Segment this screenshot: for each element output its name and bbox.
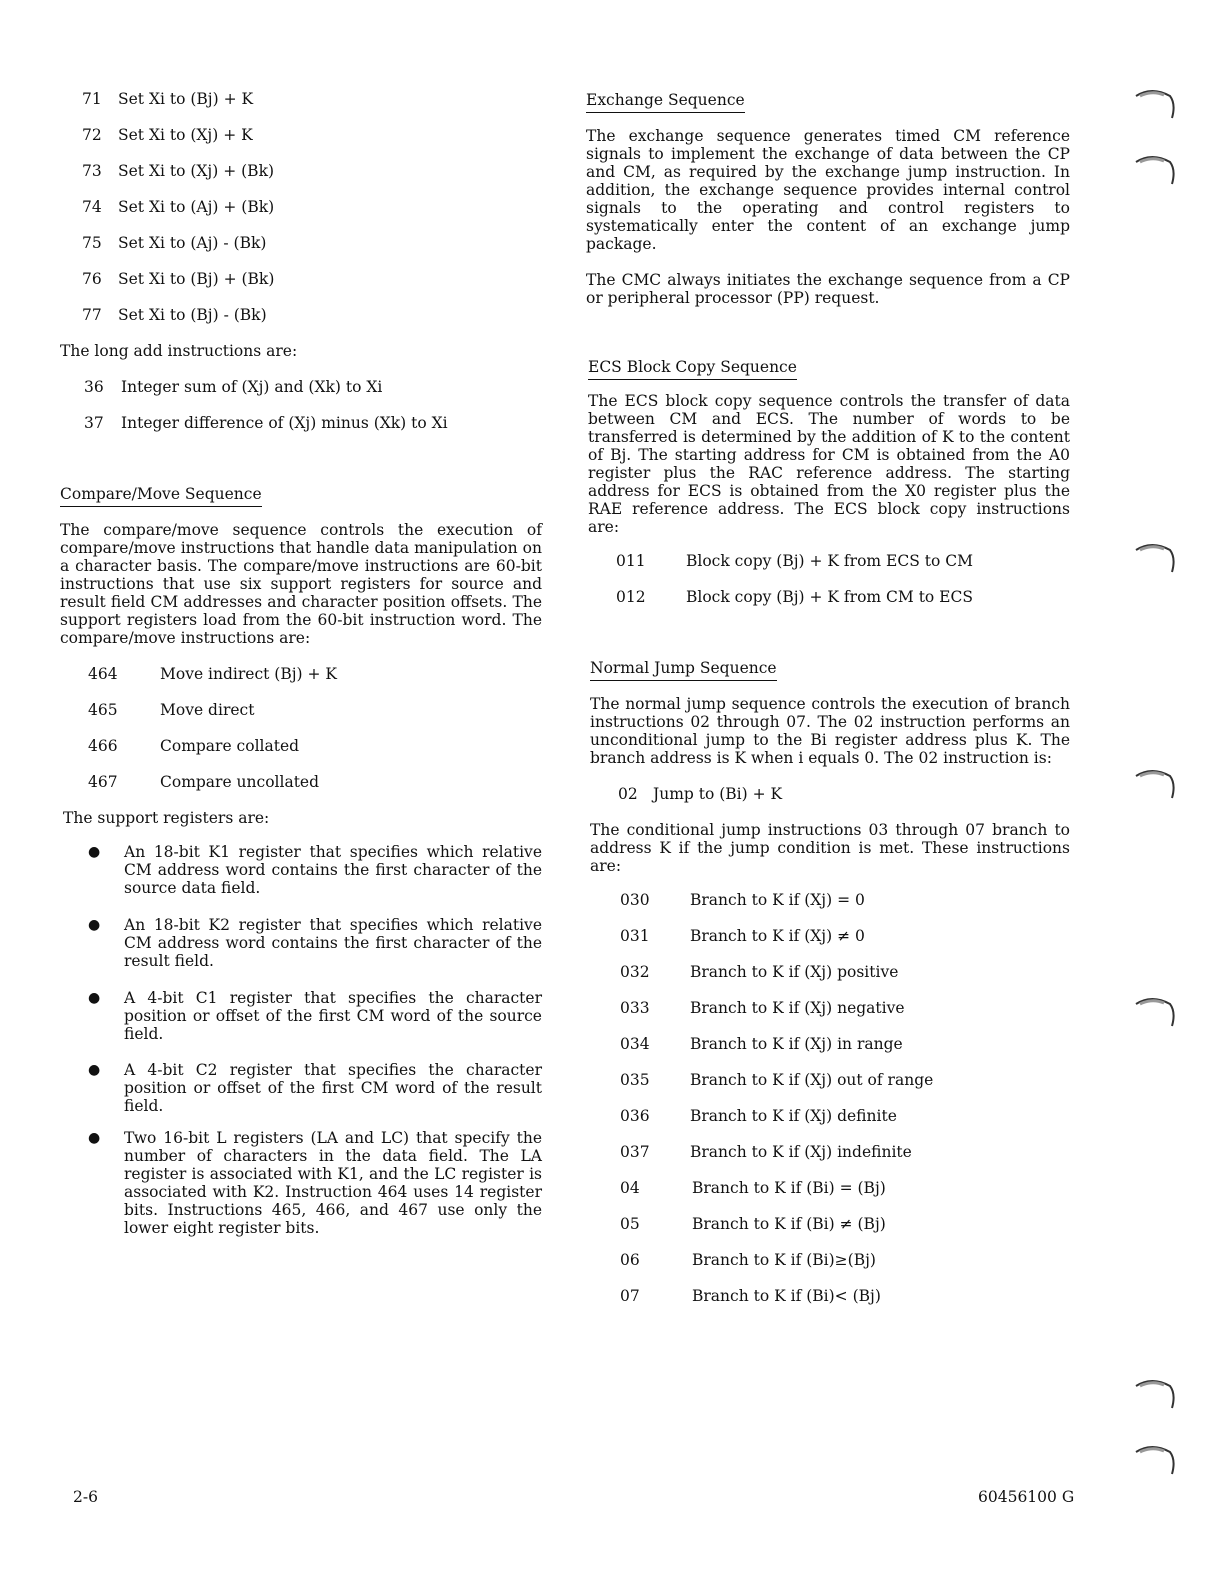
list-item [620, 1215, 1070, 1251]
instruction-code: 02 [618, 785, 638, 803]
exchange-paragraph-1: The exchange sequence generates timed CM reference signals to implement the exchange of data between the CP and CM, as required by the exchange jump instruction. In addition, the exchange sequence provides internal control signals to the operating and control registers to systematically enter the content of an exchange jump package. [586, 127, 1070, 253]
list-item [82, 234, 542, 270]
document-number: 60456100 G [978, 1488, 1075, 1506]
list-item [82, 306, 542, 342]
bullet-text: Two 16-bit L registers (LA and LC) that specify the number of characters in the data field. The LA register is associated with K1, and the LC register is associated with K2. Instruction 464 uses 14 register bits. Instructions 465, 466, and 467 use only the lower eight register bits. [124, 1129, 542, 1237]
list-item [84, 378, 542, 414]
instruction-text: Set Xi to (Xj) + K [118, 126, 253, 144]
instruction-text: Set Xi to (Xj) + (Bk) [118, 162, 275, 180]
instruction-code: 032 [620, 963, 650, 981]
list-item [620, 1107, 1070, 1143]
section-heading-normal-jump: Normal Jump Sequence [590, 658, 777, 681]
instruction-text: Integer sum of (Xj) and (Xk) to Xi [121, 378, 383, 396]
list-item [620, 1287, 1070, 1323]
instruction-code: 05 [620, 1215, 640, 1233]
instruction-code: 034 [620, 1035, 650, 1053]
instruction-text: Branch to K if (Xj) ≠ 0 [690, 927, 865, 945]
long-add-intro: The long add instructions are: [60, 342, 298, 360]
instruction-code: 465 [88, 701, 118, 719]
list-item [88, 773, 542, 809]
compare-move-list [88, 665, 542, 809]
instruction-code: 031 [620, 927, 650, 945]
instruction-text: Branch to K if (Bi)≥(Bj) [692, 1251, 876, 1269]
instruction-text: Block copy (Bj) + K from CM to ECS [686, 588, 973, 606]
list-item [620, 1179, 1070, 1215]
instruction-text: Branch to K if (Bi)< (Bj) [692, 1287, 881, 1305]
instruction-text: Branch to K if (Bi) ≠ (Bj) [692, 1215, 886, 1233]
instruction-text: Branch to K if (Xj) negative [690, 999, 905, 1017]
support-register-bullets [60, 843, 542, 1237]
binder-hole-icon [1134, 992, 1178, 1032]
binder-hole-icon [1134, 764, 1178, 804]
binder-hole-icon [1134, 150, 1178, 190]
instruction-text: Branch to K if (Xj) indefinite [690, 1143, 912, 1161]
binder-hole-icon [1134, 538, 1178, 578]
instruction-text: Set Xi to (Aj) - (Bk) [118, 234, 267, 252]
list-item [616, 552, 1070, 588]
instruction-code: 74 [82, 198, 102, 216]
ecs-paragraph: The ECS block copy sequence controls the transfer of data between CM and ECS. The number of words to be transferred is determined by the addition of K to the content of Bj. The starting address for CM is obtained from the A0 register plus the RAC reference address. The starting address for ECS is obtained from the X0 register plus the RAE reference address. The ECS block copy instructions are: [588, 392, 1070, 536]
instruction-code: 71 [82, 90, 102, 108]
instruction-code: 466 [88, 737, 118, 755]
instruction-code: 033 [620, 999, 650, 1017]
bullet-icon: ● [88, 1062, 101, 1078]
instruction-text: Compare uncollated [160, 773, 320, 791]
list-item [620, 891, 1070, 927]
instruction-code: 36 [84, 378, 104, 396]
jump-02-item [618, 785, 1070, 821]
exchange-paragraph-2: The CMC always initiates the exchange sequence from a CP or peripheral processor (PP) request. [586, 271, 1070, 307]
instruction-text: Move indirect (Bj) + K [160, 665, 338, 683]
instruction-code: 77 [82, 306, 102, 324]
list-item [82, 198, 542, 234]
instruction-code: 030 [620, 891, 650, 909]
bullet-text: An 18-bit K1 register that specifies which relative CM address word contains the first character of the source data field. [124, 843, 542, 897]
instruction-text: Branch to K if (Xj) out of range [690, 1071, 934, 1089]
instruction-code: 464 [88, 665, 118, 683]
instruction-text: Move direct [160, 701, 255, 719]
instruction-code: 75 [82, 234, 102, 252]
jump-paragraph-2: The conditional jump instructions 03 through 07 branch to address K if the jump condition is met. These instructions are: [590, 821, 1070, 875]
list-item [88, 665, 542, 701]
branch-instruction-list [620, 891, 1070, 1323]
instruction-code: 06 [620, 1251, 640, 1269]
list-item [620, 1251, 1070, 1287]
instruction-code: 037 [620, 1143, 650, 1161]
bullet-icon: ● [88, 844, 101, 860]
binder-hole-icon [1134, 84, 1178, 124]
instruction-code: 011 [616, 552, 646, 570]
binder-hole-icon [1134, 1374, 1178, 1414]
list-item [620, 1071, 1070, 1107]
instruction-text: Branch to K if (Xj) definite [690, 1107, 897, 1125]
list-item [620, 927, 1070, 963]
bullet-item [60, 843, 542, 916]
instruction-text: Branch to K if (Xj) in range [690, 1035, 903, 1053]
compare-move-paragraph: The compare/move sequence controls the execution of compare/move instructions that handle data manipulation on a character basis. The compare/move instructions are 60-bit instructions that use six support registers for source and result field CM addresses and character position offsets. The support registers load from the 60-bit instruction word. The compare/move instructions are: [60, 521, 542, 647]
set-xi-list [82, 90, 542, 342]
right-column [586, 90, 1070, 1323]
list-item [82, 90, 542, 126]
instruction-code: 07 [620, 1287, 640, 1305]
bullet-text: A 4-bit C1 register that specifies the character position or offset of the first CM word of the source field. [124, 989, 542, 1043]
instruction-code: 04 [620, 1179, 640, 1197]
section-heading-exchange: Exchange Sequence [586, 90, 745, 113]
binder-hole-icon [1134, 1440, 1178, 1480]
instruction-text: Set Xi to (Bj) + K [118, 90, 254, 108]
instruction-text: Set Xi to (Aj) + (Bk) [118, 198, 275, 216]
support-registers-intro: The support registers are: [63, 809, 270, 827]
list-item [82, 270, 542, 306]
instruction-text: Jump to (Bi) + K [653, 785, 783, 803]
instruction-code: 72 [82, 126, 102, 144]
bullet-icon: ● [88, 1130, 101, 1146]
instruction-text: Integer difference of (Xj) minus (Xk) to Xi [121, 414, 448, 432]
instruction-code: 37 [84, 414, 104, 432]
bullet-text: An 18-bit K2 register that specifies which relative CM address word contains the first character of the result field. [124, 916, 542, 970]
instruction-text: Compare collated [160, 737, 300, 755]
ecs-instruction-list [616, 552, 1070, 624]
list-item [82, 126, 542, 162]
section-heading-ecs-block-copy: ECS Block Copy Sequence [588, 357, 797, 380]
list-item [88, 737, 542, 773]
list-item [84, 414, 542, 450]
instruction-code: 76 [82, 270, 102, 288]
long-add-list [84, 378, 542, 450]
list-item [620, 963, 1070, 999]
list-item [620, 999, 1070, 1035]
instruction-text: Set Xi to (Bj) + (Bk) [118, 270, 275, 288]
list-item [616, 588, 1070, 624]
instruction-text: Branch to K if (Bi) = (Bj) [692, 1179, 886, 1197]
bullet-icon: ● [88, 917, 101, 933]
bullet-item [60, 916, 542, 989]
left-column [60, 90, 542, 1237]
bullet-item [60, 989, 542, 1061]
list-item [620, 1143, 1070, 1179]
instruction-code: 036 [620, 1107, 650, 1125]
instruction-code: 467 [88, 773, 118, 791]
list-item [88, 701, 542, 737]
bullet-item [60, 1061, 542, 1129]
instruction-text: Set Xi to (Bj) - (Bk) [118, 306, 267, 324]
bullet-item [60, 1129, 542, 1237]
instruction-code: 012 [616, 588, 646, 606]
instruction-text: Block copy (Bj) + K from ECS to CM [686, 552, 973, 570]
list-item [620, 1035, 1070, 1071]
section-heading-compare-move: Compare/Move Sequence [60, 484, 262, 507]
jump-paragraph-1: The normal jump sequence controls the execution of branch instructions 02 through 07. The 02 instruction performs an unconditional jump to the Bi register address plus K. The branch address is K when i equals 0. The 02 instruction is: [590, 695, 1070, 767]
instruction-text: Branch to K if (Xj) = 0 [690, 891, 865, 909]
bullet-text: A 4-bit C2 register that specifies the character position or offset of the first CM word of the result field. [124, 1061, 542, 1115]
instruction-code: 035 [620, 1071, 650, 1089]
instruction-text: Branch to K if (Xj) positive [690, 963, 899, 981]
instruction-code: 73 [82, 162, 102, 180]
bullet-icon: ● [88, 990, 101, 1006]
list-item [82, 162, 542, 198]
page-number: 2-6 [73, 1488, 98, 1506]
